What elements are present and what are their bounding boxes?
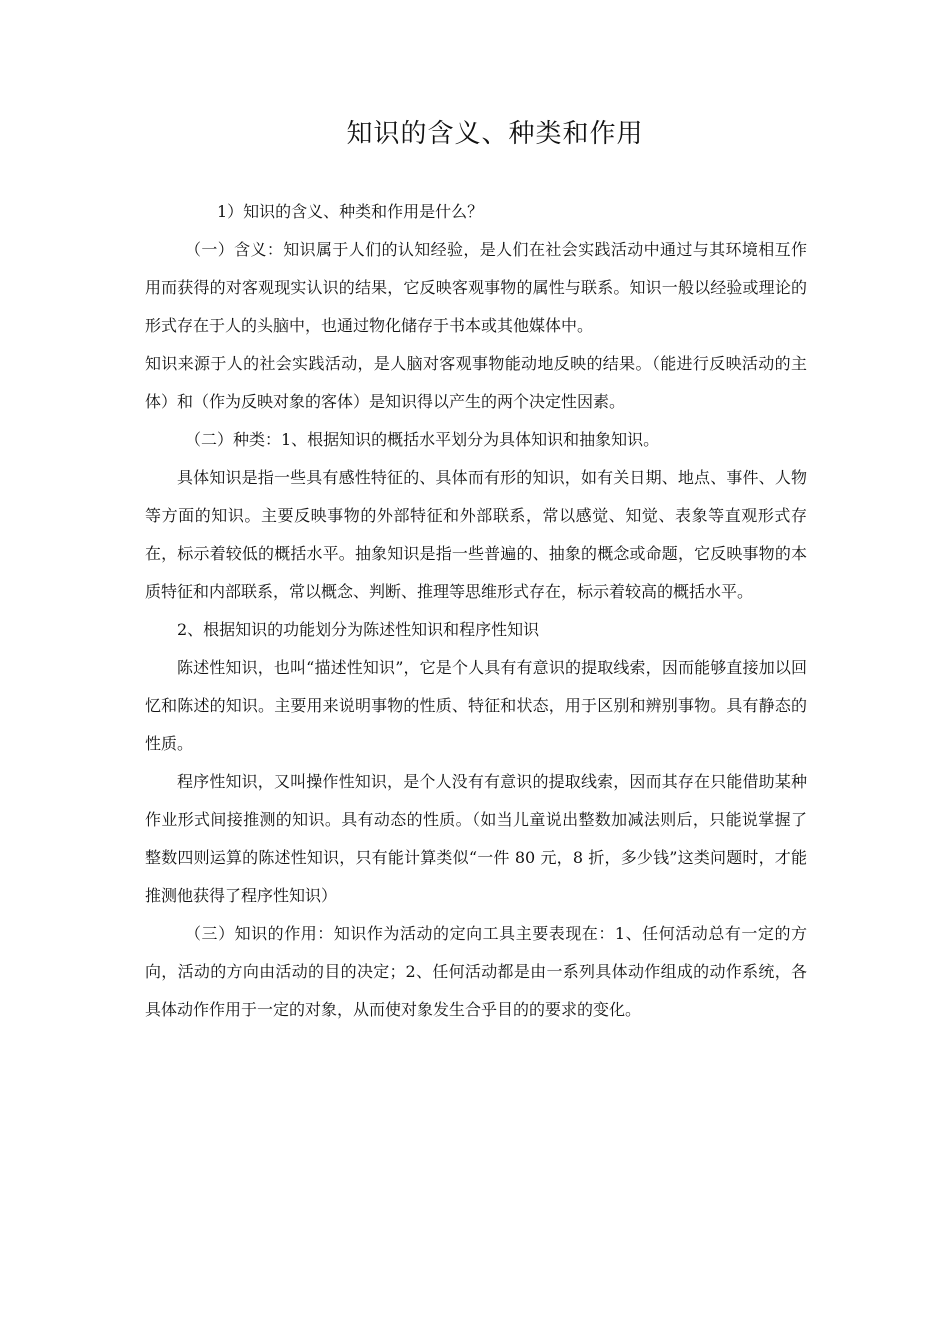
paragraph-role: （三）知识的作用：知识作为活动的定向工具主要表现在：1、任何活动总有一定的方向，活动的方向由活动的目的决定；2、任何活动都是由一系列具体动作组成的动作系统，各具体动作作用于一定的对象，从而使对象发生合乎目的的要求的变化。: [145, 924, 807, 1019]
paragraph-meaning: （一）含义：知识属于人们的认知经验，是人们在社会实践活动中通过与其环境相互作用而获得的对客观现实认识的结果，它反映客观事物的属性与联系。知识一般以经验或理论的形式存在于人的头脑中，也通过物化储存于书本或其他媒体中。: [145, 240, 807, 335]
paragraph-procedural: 程序性知识，又叫操作性知识，是个人没有有意识的提取线索，因而其存在只能借助某种作业形式间接推测的知识。具有动态的性质。（如当儿童说出整数加减法则后，只能说掌握了整数四则运算的陈述性知识，只有能计算类似“一件 80 元，8 折，多少钱”这类问题时，才能推测他获得了程序性知识）: [145, 772, 807, 905]
paragraph-types-heading: （二）种类：1、根据知识的概括水平划分为具体知识和抽象知识。: [185, 430, 660, 449]
document-body: [145, 193, 807, 1029]
paragraph-function-heading: 2、根据知识的功能划分为陈述性知识和程序性知识: [177, 620, 540, 639]
paragraph-source: 知识来源于人的社会实践活动，是人脑对客观事物能动地反映的结果。（能进行反映活动的主体）和（作为反映对象的客体）是知识得以产生的两个决定性因素。: [145, 354, 807, 411]
question-heading: 1）知识的含义、种类和作用是什么？: [217, 202, 484, 221]
paragraph-declarative: 陈述性知识，也叫“描述性知识”，它是个人具有有意识的提取线索，因而能够直接加以回忆和陈述的知识。主要用来说明事物的性质、特征和状态，用于区别和辨别事物。具有静态的性质。: [145, 658, 807, 753]
document-title: 知识的含义、种类和作用: [346, 119, 644, 149]
paragraph-concrete-abstract: 具体知识是指一些具有感性特征的、具体而有形的知识，如有关日期、地点、事件、人物等方面的知识。主要反映事物的外部特征和外部联系，常以感觉、知觉、表象等直观形式存在，标示着较低的概括水平。抽象知识是指一些普遍的、抽象的概念或命题，它反映事物的本质特征和内部联系，常以概念、判断、推理等思维形式存在，标示着较高的概括水平。: [145, 468, 807, 601]
